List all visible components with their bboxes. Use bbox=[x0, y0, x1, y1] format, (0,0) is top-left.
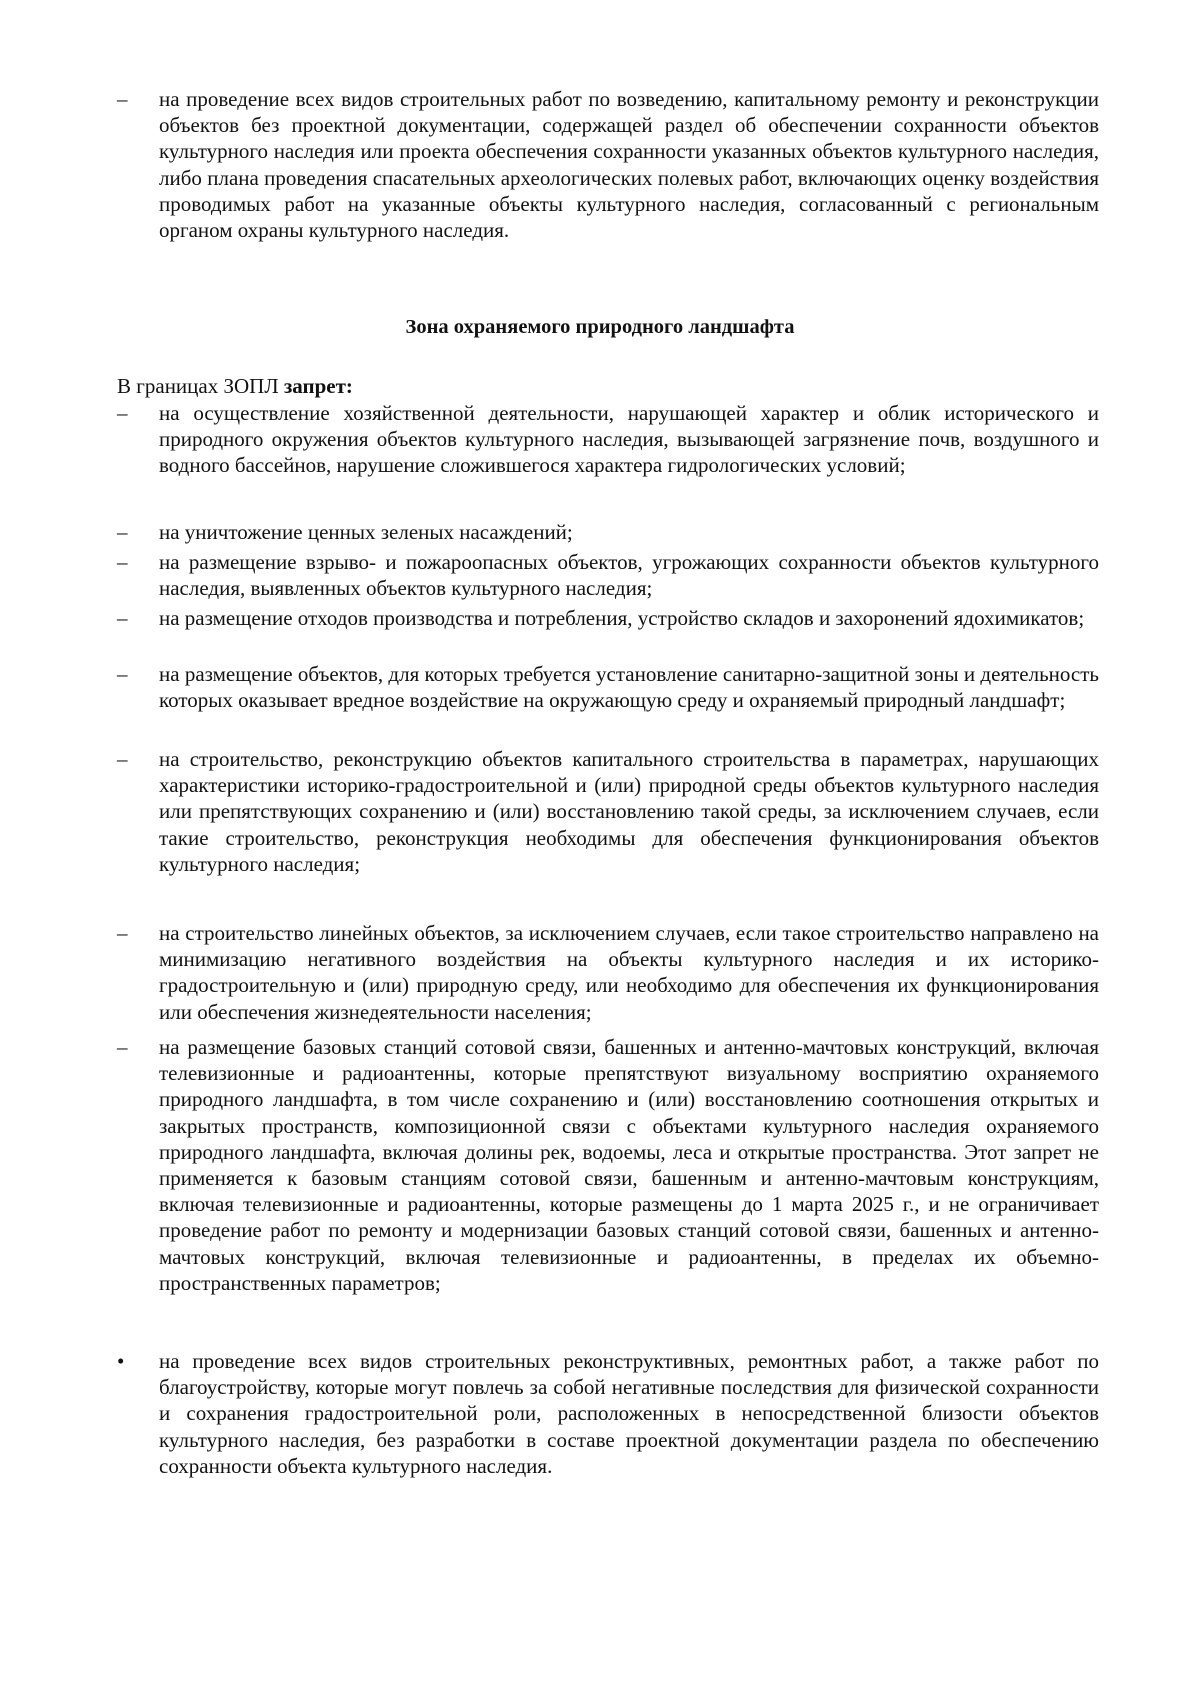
list-marker: – bbox=[117, 921, 128, 945]
list-item-9: на проведение всех видов строительных реконструктивных, ремонтных работ, а также работ по благоустройству, которые могут повлечь за собой негативные последствия для физической сохранности и сохранения градостроительной роли, расположенных в непосредственной близости объектов культурного наследия, без разработки в составе проектной документации раздела по обеспечению сохранности объекта культурного наследия. bbox=[159, 1349, 1099, 1478]
list-item-8: на размещение базовых станций сотовой связи, башенных и антенно-мачтовых конструкций, включая телевизионные и радиоантенны, которые препятствуют визуальному восприятию охраняемого природного ландшафта, в том числе сохранению и (или) восстановлению соотношения открытых и закрытых пространств, композиционной связи с объектами культурного наследия охраняемого природного ландшафта, включая долины рек, водоемы, леса и открытые пространства. Этот запрет не применяется к базовым станциям сотовой связи, башенным и антенно-мачтовым конструкциям, включая телевизионные и радиоантенны, которые размещены до 1 марта 2025 г., и не ограничивает проведение работ по ремонту и модернизации базовых станций сотовой связи, башенных и антенно-мачтовых конструкций, включая телевизионные и радиоантенны, в пределах их объемно-пространственных параметров; bbox=[159, 1035, 1099, 1295]
list-item-2: на уничтожение ценных зеленых насаждений; bbox=[159, 520, 573, 544]
list-marker: – bbox=[117, 606, 128, 630]
list-marker: • bbox=[117, 1349, 125, 1373]
zone-intro-prefix: В границах ЗОПЛ bbox=[117, 374, 284, 398]
list-item-1: на осуществление хозяйственной деятельности, нарушающей характер и облик исторического и природного окружения объектов культурного наследия, вызывающей загрязнение почв, воздушного и водного бассейнов, нарушение сложившегося характера гидрологических условий; bbox=[159, 401, 1099, 478]
zone-intro-bold: запрет: bbox=[283, 374, 353, 398]
list-marker: – bbox=[117, 87, 128, 111]
list-marker: – bbox=[117, 662, 128, 686]
list-item-5: на размещение объектов, для которых требуется установление санитарно-защитной зоны и деятельность которых оказывает вредное воздействие на окружающую среду и охраняемый природный ландшафт; bbox=[159, 662, 1099, 713]
zone-intro bbox=[117, 373, 353, 399]
list-item-3: на размещение взрыво- и пожароопасных объектов, угрожающих сохранности объектов культурного наследия, выявленных объектов культурного наследия; bbox=[159, 550, 1099, 601]
list-item-7: на строительство линейных объектов, за исключением случаев, если такое строительство направлено на минимизацию негативного воздействия на объекты культурного наследия и их историко-градостроительную и (или) природную среду, или необходимо для обеспечения их функционирования или обеспечения жизнедеятельности населения; bbox=[159, 921, 1099, 1024]
list-marker: – bbox=[117, 520, 128, 544]
list-item-4: на размещение отходов производства и потребления, устройство складов и захоронений ядохимикатов; bbox=[159, 606, 1085, 630]
section-title: Зона охраняемого природного ландшафта bbox=[405, 316, 795, 338]
list-marker: – bbox=[117, 550, 128, 574]
list-marker: – bbox=[117, 1035, 128, 1059]
list-item-6: на строительство, реконструкцию объектов капитального строительства в параметрах, нарушающих характеристики историко-градостроительной и (или) природной среды объектов культурного наследия или препятствующих сохранению и (или) восстановлению такой среды, за исключением случаев, если такие строительство, реконструкция необходимы для обеспечения функционирования объектов культурного наследия; bbox=[159, 747, 1099, 876]
list-item-top: на проведение всех видов строительных работ по возведению, капитальному ремонту и реконструкции объектов без проектной документации, содержащей раздел об обеспечении сохранности объектов культурного наследия или проекта обеспечения сохранности указанных объектов культурного наследия, либо плана проведения спасательных археологических полевых работ, включающих оценку воздействия проводимых работ на указанные объекты культурного наследия, согласованный с региональным органом охраны культурного наследия. bbox=[159, 87, 1099, 243]
list-marker: – bbox=[117, 401, 128, 425]
list-marker: – bbox=[117, 747, 128, 771]
